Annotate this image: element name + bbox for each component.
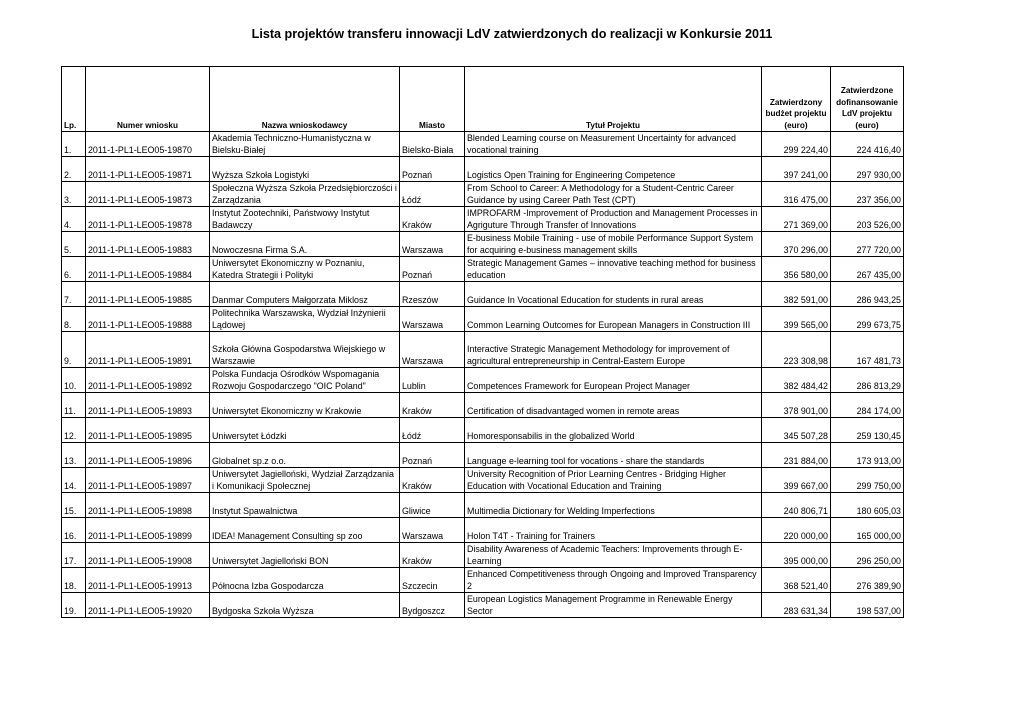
cell-numer-wniosku: 2011-1-PL1-LEO05-19899 bbox=[86, 518, 210, 543]
cell-numer-wniosku: 2011-1-PL1-LEO05-19891 bbox=[86, 332, 210, 368]
cell-numer-wniosku: 2011-1-PL1-LEO05-19908 bbox=[86, 543, 210, 568]
cell-dofinansowanie: 296 250,00 bbox=[831, 543, 904, 568]
cell-tytul-projektu: European Logistics Management Programme in Renewable Energy Sector bbox=[465, 593, 762, 618]
cell-budzet: 397 241,00 bbox=[762, 157, 831, 182]
header-dofinansowanie: Zatwierdzone dofinansowanie LdV projektu (euro) bbox=[831, 67, 904, 132]
cell-tytul-projektu: Multimedia Dictionary for Welding Imperfections bbox=[465, 493, 762, 518]
cell-tytul-projektu: Certification of disadvantaged women in remote areas bbox=[465, 393, 762, 418]
cell-numer-wniosku: 2011-1-PL1-LEO05-19883 bbox=[86, 232, 210, 257]
cell-miasto: Warszawa bbox=[400, 332, 465, 368]
table-row bbox=[62, 493, 904, 518]
cell-nazwa-wnioskodawcy: Globalnet sp.z o.o. bbox=[210, 443, 400, 468]
cell-nazwa-wnioskodawcy: Politechnika Warszawska, Wydział Inżynierii Lądowej bbox=[210, 307, 400, 332]
cell-dofinansowanie: 198 537,00 bbox=[831, 593, 904, 618]
cell-lp: 3. bbox=[62, 182, 86, 207]
table-row bbox=[62, 207, 904, 232]
table-header-row bbox=[62, 67, 904, 132]
cell-budzet: 356 580,00 bbox=[762, 257, 831, 282]
cell-numer-wniosku: 2011-1-PL1-LEO05-19913 bbox=[86, 568, 210, 593]
table-row bbox=[62, 593, 904, 618]
cell-budzet: 368 521,40 bbox=[762, 568, 831, 593]
cell-dofinansowanie: 203 526,00 bbox=[831, 207, 904, 232]
cell-miasto: Warszawa bbox=[400, 518, 465, 543]
cell-nazwa-wnioskodawcy: Nowoczesna Firma S.A. bbox=[210, 232, 400, 257]
cell-tytul-projektu: Enhanced Competitiveness through Ongoing and Improved Transparency 2 bbox=[465, 568, 762, 593]
page-title: Lista projektów transferu innowacji LdV zatwierdzonych do realizacji w Konkursie 2011 bbox=[251, 27, 773, 41]
cell-numer-wniosku: 2011-1-PL1-LEO05-19896 bbox=[86, 443, 210, 468]
cell-budzet: 399 565,00 bbox=[762, 307, 831, 332]
table-row bbox=[62, 393, 904, 418]
header-tytul-projektu: Tytuł Projektu bbox=[465, 67, 762, 132]
cell-dofinansowanie: 299 750,00 bbox=[831, 468, 904, 493]
cell-lp: 7. bbox=[62, 282, 86, 307]
header-miasto: Miasto bbox=[400, 67, 465, 132]
cell-numer-wniosku: 2011-1-PL1-LEO05-19878 bbox=[86, 207, 210, 232]
cell-budzet: 271 369,00 bbox=[762, 207, 831, 232]
cell-budzet: 370 296,00 bbox=[762, 232, 831, 257]
cell-tytul-projektu: Competences Framework for European Project Manager bbox=[465, 368, 762, 393]
cell-lp: 8. bbox=[62, 307, 86, 332]
cell-miasto: Poznań bbox=[400, 443, 465, 468]
table-row bbox=[62, 518, 904, 543]
cell-dofinansowanie: 224 416,40 bbox=[831, 132, 904, 157]
cell-nazwa-wnioskodawcy: Danmar Computers Małgorzata Miklosz bbox=[210, 282, 400, 307]
cell-lp: 19. bbox=[62, 593, 86, 618]
cell-miasto: Łódź bbox=[400, 182, 465, 207]
cell-numer-wniosku: 2011-1-PL1-LEO05-19884 bbox=[86, 257, 210, 282]
cell-miasto: Bielsko-Biała bbox=[400, 132, 465, 157]
cell-budzet: 345 507,28 bbox=[762, 418, 831, 443]
cell-budzet: 223 308,98 bbox=[762, 332, 831, 368]
cell-budzet: 316 475,00 bbox=[762, 182, 831, 207]
table-row bbox=[62, 543, 904, 568]
cell-budzet: 395 000,00 bbox=[762, 543, 831, 568]
cell-budzet: 231 884,00 bbox=[762, 443, 831, 468]
table-row bbox=[62, 132, 904, 157]
cell-tytul-projektu: Guidance In Vocational Education for students in rural areas bbox=[465, 282, 762, 307]
cell-lp: 2. bbox=[62, 157, 86, 182]
cell-lp: 17. bbox=[62, 543, 86, 568]
table-row bbox=[62, 182, 904, 207]
cell-dofinansowanie: 297 930,00 bbox=[831, 157, 904, 182]
header-nazwa-wnioskodawcy: Nazwa wnioskodawcy bbox=[210, 67, 400, 132]
cell-budzet: 382 484,42 bbox=[762, 368, 831, 393]
cell-tytul-projektu: Logistics Open Training for Engineering Competence bbox=[465, 157, 762, 182]
cell-nazwa-wnioskodawcy: IDEA! Management Consulting sp zoo bbox=[210, 518, 400, 543]
cell-tytul-projektu: IMPROFARM -Improvement of Production and Management Processes in Agriguture Through Transfer of Innovations bbox=[465, 207, 762, 232]
cell-dofinansowanie: 180 605,03 bbox=[831, 493, 904, 518]
cell-nazwa-wnioskodawcy: Akademia Techniczno-Humanistyczna w Bielsku-Białej bbox=[210, 132, 400, 157]
header-lp: Lp. bbox=[62, 67, 86, 132]
cell-miasto: Poznań bbox=[400, 257, 465, 282]
cell-numer-wniosku: 2011-1-PL1-LEO05-19895 bbox=[86, 418, 210, 443]
cell-dofinansowanie: 167 481,73 bbox=[831, 332, 904, 368]
cell-numer-wniosku: 2011-1-PL1-LEO05-19870 bbox=[86, 132, 210, 157]
cell-lp: 11. bbox=[62, 393, 86, 418]
cell-dofinansowanie: 173 913,00 bbox=[831, 443, 904, 468]
cell-dofinansowanie: 286 943,25 bbox=[831, 282, 904, 307]
cell-tytul-projektu: Strategic Management Games – innovative teaching method for business education bbox=[465, 257, 762, 282]
cell-miasto: Kraków bbox=[400, 543, 465, 568]
cell-lp: 12. bbox=[62, 418, 86, 443]
cell-lp: 10. bbox=[62, 368, 86, 393]
cell-dofinansowanie: 267 435,00 bbox=[831, 257, 904, 282]
cell-dofinansowanie: 284 174,00 bbox=[831, 393, 904, 418]
table-row bbox=[62, 232, 904, 257]
cell-nazwa-wnioskodawcy: Uniwersytet Jagielloński BON bbox=[210, 543, 400, 568]
cell-lp: 16. bbox=[62, 518, 86, 543]
cell-lp: 5. bbox=[62, 232, 86, 257]
table-row bbox=[62, 568, 904, 593]
cell-numer-wniosku: 2011-1-PL1-LEO05-19871 bbox=[86, 157, 210, 182]
cell-miasto: Kraków bbox=[400, 468, 465, 493]
cell-dofinansowanie: 237 356,00 bbox=[831, 182, 904, 207]
cell-dofinansowanie: 259 130,45 bbox=[831, 418, 904, 443]
cell-budzet: 382 591,00 bbox=[762, 282, 831, 307]
cell-tytul-projektu: Disability Awareness of Academic Teachers: Improvements through E-Learning bbox=[465, 543, 762, 568]
cell-nazwa-wnioskodawcy: Polska Fundacja Ośrodków Wspomagania Rozwoju Gospodarczego "OIC Poland" bbox=[210, 368, 400, 393]
cell-dofinansowanie: 277 720,00 bbox=[831, 232, 904, 257]
cell-nazwa-wnioskodawcy: Uniwersytet Ekonomiczny w Poznaniu, Katedra Strategii i Polityki bbox=[210, 257, 400, 282]
cell-tytul-projektu: Homoresponsabilis in the globalized World bbox=[465, 418, 762, 443]
cell-tytul-projektu: Blended Learning course on Measurement Uncertainty for advanced vocational training bbox=[465, 132, 762, 157]
projects-table bbox=[61, 66, 904, 618]
cell-miasto: Łódź bbox=[400, 418, 465, 443]
cell-numer-wniosku: 2011-1-PL1-LEO05-19893 bbox=[86, 393, 210, 418]
cell-budzet: 220 000,00 bbox=[762, 518, 831, 543]
cell-numer-wniosku: 2011-1-PL1-LEO05-19920 bbox=[86, 593, 210, 618]
cell-budzet: 283 631,34 bbox=[762, 593, 831, 618]
cell-tytul-projektu: Language e-learning tool for vocations - share the standards bbox=[465, 443, 762, 468]
cell-nazwa-wnioskodawcy: Uniwersytet Łódzki bbox=[210, 418, 400, 443]
cell-numer-wniosku: 2011-1-PL1-LEO05-19873 bbox=[86, 182, 210, 207]
cell-numer-wniosku: 2011-1-PL1-LEO05-19892 bbox=[86, 368, 210, 393]
cell-miasto: Poznań bbox=[400, 157, 465, 182]
cell-nazwa-wnioskodawcy: Bydgoska Szkoła Wyższa bbox=[210, 593, 400, 618]
cell-numer-wniosku: 2011-1-PL1-LEO05-19885 bbox=[86, 282, 210, 307]
cell-miasto: Warszawa bbox=[400, 307, 465, 332]
cell-lp: 18. bbox=[62, 568, 86, 593]
cell-dofinansowanie: 165 000,00 bbox=[831, 518, 904, 543]
table-row bbox=[62, 368, 904, 393]
cell-miasto: Kraków bbox=[400, 207, 465, 232]
cell-lp: 9. bbox=[62, 332, 86, 368]
cell-miasto: Warszawa bbox=[400, 232, 465, 257]
cell-miasto: Lublin bbox=[400, 368, 465, 393]
table-row bbox=[62, 157, 904, 182]
cell-lp: 13. bbox=[62, 443, 86, 468]
table-row bbox=[62, 307, 904, 332]
cell-budzet: 378 901,00 bbox=[762, 393, 831, 418]
table-row bbox=[62, 468, 904, 493]
table-row bbox=[62, 257, 904, 282]
cell-tytul-projektu: Common Learning Outcomes for European Managers in Construction III bbox=[465, 307, 762, 332]
cell-tytul-projektu: University Recognition of Prior Learning Centres - Bridging Higher Education with Vocational Education and Training bbox=[465, 468, 762, 493]
cell-nazwa-wnioskodawcy: Instytut Spawalnictwa bbox=[210, 493, 400, 518]
cell-miasto: Bydgoszcz bbox=[400, 593, 465, 618]
cell-lp: 15. bbox=[62, 493, 86, 518]
cell-miasto: Kraków bbox=[400, 393, 465, 418]
cell-miasto: Szczecin bbox=[400, 568, 465, 593]
cell-tytul-projektu: Holon T4T - Training for Trainers bbox=[465, 518, 762, 543]
cell-dofinansowanie: 299 673,75 bbox=[831, 307, 904, 332]
cell-numer-wniosku: 2011-1-PL1-LEO05-19888 bbox=[86, 307, 210, 332]
table-row bbox=[62, 443, 904, 468]
cell-nazwa-wnioskodawcy: Uniwersytet Jagielloński, Wydział Zarządzania i Komunikacji Społecznej bbox=[210, 468, 400, 493]
cell-lp: 4. bbox=[62, 207, 86, 232]
cell-nazwa-wnioskodawcy: Uniwersytet Ekonomiczny w Krakowie bbox=[210, 393, 400, 418]
table-row bbox=[62, 282, 904, 307]
cell-budzet: 299 224,40 bbox=[762, 132, 831, 157]
cell-tytul-projektu: Interactive Strategic Management Methodology for improvement of agricultural entrepreneurship in Central-Eastern Europe bbox=[465, 332, 762, 368]
cell-miasto: Gliwice bbox=[400, 493, 465, 518]
header-budzet: Zatwierdzony budżet projektu (euro) bbox=[762, 67, 831, 132]
table-row bbox=[62, 418, 904, 443]
cell-nazwa-wnioskodawcy: Wyższa Szkoła Logistyki bbox=[210, 157, 400, 182]
cell-tytul-projektu: From School to Career: A Methodology for a Student-Centric Career Guidance by using Career Path Test (CPT) bbox=[465, 182, 762, 207]
table-row bbox=[62, 332, 904, 368]
cell-lp: 14. bbox=[62, 468, 86, 493]
cell-dofinansowanie: 286 813,29 bbox=[831, 368, 904, 393]
cell-nazwa-wnioskodawcy: Północna Izba Gospodarcza bbox=[210, 568, 400, 593]
cell-dofinansowanie: 276 389,90 bbox=[831, 568, 904, 593]
cell-numer-wniosku: 2011-1-PL1-LEO05-19897 bbox=[86, 468, 210, 493]
cell-nazwa-wnioskodawcy: Społeczna Wyższa Szkoła Przedsiębiorczości i Zarządzania bbox=[210, 182, 400, 207]
cell-budzet: 240 806,71 bbox=[762, 493, 831, 518]
cell-lp: 1. bbox=[62, 132, 86, 157]
cell-tytul-projektu: E-business Mobile Training - use of mobile Performance Support System for acquiring e-business management skills bbox=[465, 232, 762, 257]
cell-numer-wniosku: 2011-1-PL1-LEO05-19898 bbox=[86, 493, 210, 518]
cell-budzet: 399 667,00 bbox=[762, 468, 831, 493]
cell-nazwa-wnioskodawcy: Instytut Zootechniki, Państwowy Instytut Badawczy bbox=[210, 207, 400, 232]
cell-miasto: Rzeszów bbox=[400, 282, 465, 307]
cell-lp: 6. bbox=[62, 257, 86, 282]
header-numer-wniosku: Numer wniosku bbox=[86, 67, 210, 132]
cell-nazwa-wnioskodawcy: Szkoła Główna Gospodarstwa Wiejskiego w Warszawie bbox=[210, 332, 400, 368]
